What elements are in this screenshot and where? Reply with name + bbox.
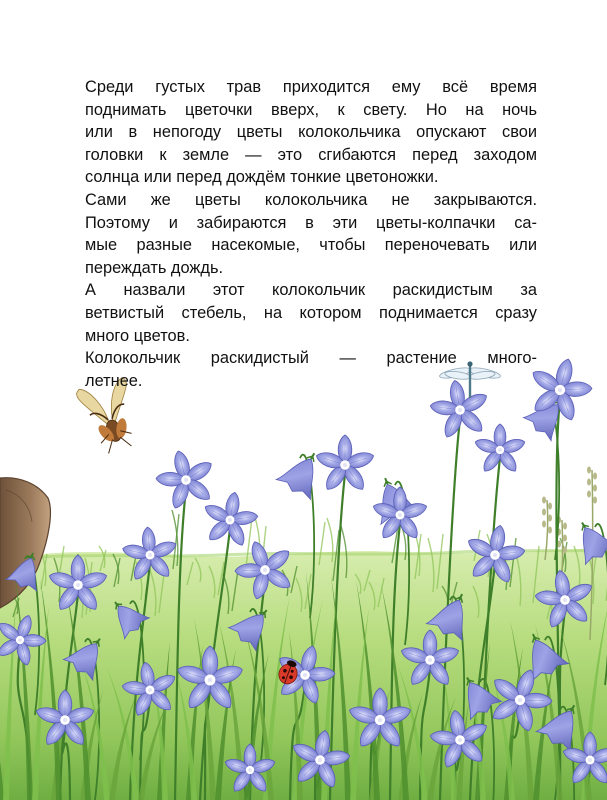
text-line: летнее. [85,371,143,390]
text-line: поднимать цветочки вверх, к свету. Но на ночь [85,100,537,119]
text-line: головки к земле — это сгибаются перед заходом [85,145,537,164]
text-line: солнца или перед дождём тонкие цветоножки. [85,168,439,187]
text-line: переждать дождь. [85,258,224,277]
paragraph [85,347,537,392]
text-line: Среди густых трав приходится ему всё время [85,78,537,96]
text-line: Поэтому и забираются в эти цветы-колпачки са- [85,213,537,232]
text-line: ветвистый стебель, на котором поднимается сразу [85,303,537,322]
paragraph [85,76,537,189]
paragraph [85,279,537,347]
text-line: мые разные насекомые, чтобы переночевать или [85,236,537,255]
text-line: Сами же цветы колокольчика не закрываются. [85,190,537,209]
text-line: А назвали этот колокольчик раскидистым за [85,281,537,300]
text-line: много цветов. [85,326,190,345]
text-line: или в непогоду цветы колокольчика опускают свои [85,123,537,142]
paragraph [85,189,537,279]
text-line: Колокольчик раскидистый — растение много- [85,349,537,368]
page-text [85,76,537,392]
